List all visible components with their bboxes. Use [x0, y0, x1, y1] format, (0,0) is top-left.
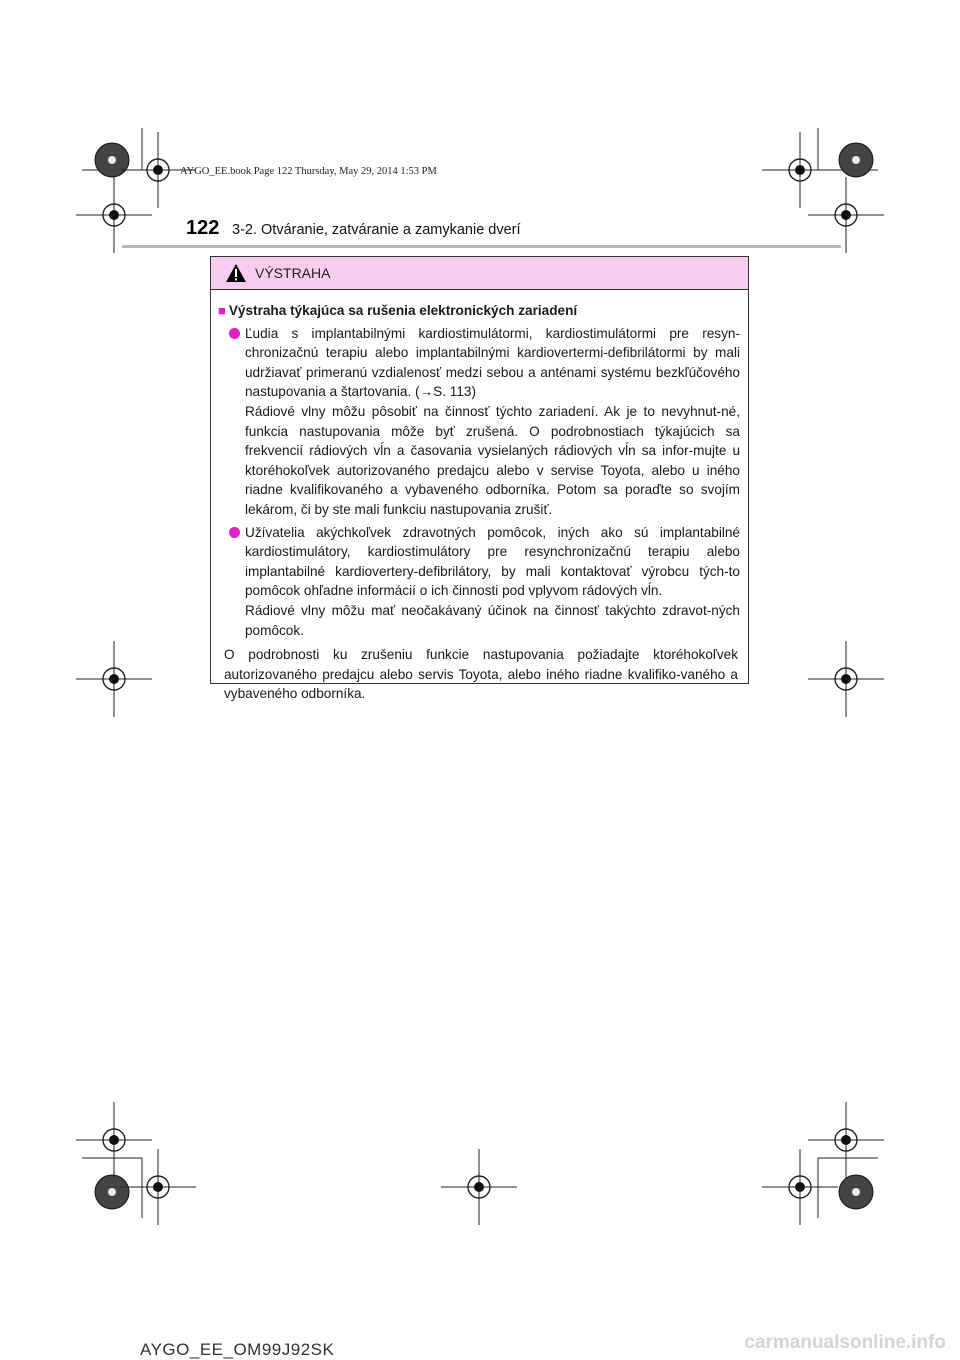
- page-number: 122: [186, 217, 220, 239]
- warning-box: [210, 256, 749, 702]
- warning-heading: [218, 301, 740, 321]
- item-paragraph: Rádiové vlny môžu pôsobiť na činnosť týchto zariadení. Ak je to nevyhnut-né, funkcia nastupovania môže byť zrušená. O podrobnostiach týkajúcich sa frekvencií rádiových vĺn a časovania vysielaných rádiových vĺn sa infor-mujte u ktoréhokoľvek autorizovaného predajcu alebo v servise Toyota, alebo u iného riadne kvalifikovaného a vybaveného odborníka. Potom sa poraďte so svojím lekárom, či by ste mali funkciu nastupovania zrušiť.: [245, 403, 740, 517]
- round-bullet-icon: [229, 527, 240, 538]
- file-stamp: AYGO_EE.book Page 122 Thursday, May 29, 2014 1:53 PM: [180, 166, 437, 177]
- square-bullet-icon: ■: [218, 303, 226, 318]
- header-rule: [122, 245, 841, 248]
- warning-triangle-icon: [225, 263, 247, 283]
- warning-header: [211, 257, 748, 290]
- list-item: [218, 324, 740, 520]
- section-title: 3-2. Otváranie, zatváranie a zamykanie dverí: [232, 222, 521, 238]
- footer-code: AYGO_EE_OM99J92SK: [140, 1340, 335, 1359]
- item-paragraph: Rádiové vlny môžu mať neočakávaný účinok na činnosť takýchto zdravot-ných pomôcok.: [245, 602, 740, 638]
- round-bullet-icon: [229, 328, 240, 339]
- item-paragraph: Užívatelia akýchkoľvek zdravotných pomôcok, iných ako sú implantabilné kardiostimulátory, kardiostimulátory pre resynchronizačnú terapiu alebo implantabilné kardiovertery-defibrilátory, by mali kontaktovať výrobcu tých-to pomôcok ohľadne informácií o ich činnosti pod vplyvom rádových vĺn.: [245, 524, 740, 599]
- warning-body: [211, 290, 748, 704]
- warning-heading-text: Výstraha týkajúca sa rušenia elektronických zariadení: [228, 303, 578, 318]
- item-paragraph: Ľudia s implantabilnými kardiostimulátormi, kardiostimulátormi pre resyn-chronizačnú terapiu alebo implantabilnými kardiovertermi-defibrilátormi by mali udržiavať primeranú vzdialenosť medzi sebou a anténami systému bezkľúčového nastupovania a štartovania. (→S. 113): [245, 325, 740, 400]
- warning-label: VÝSTRAHA: [255, 265, 331, 281]
- list-item: [218, 523, 740, 641]
- watermark: carmanualsonline.info: [744, 1332, 946, 1353]
- closing-paragraph: O podrobnosti ku zrušeniu funkcie nastupovania požiadajte ktoréhokoľvek autorizovaného predajcu alebo servis Toyota, alebo iného riadne kvalifiko-vaného a vybaveného odborníka.: [224, 647, 738, 702]
